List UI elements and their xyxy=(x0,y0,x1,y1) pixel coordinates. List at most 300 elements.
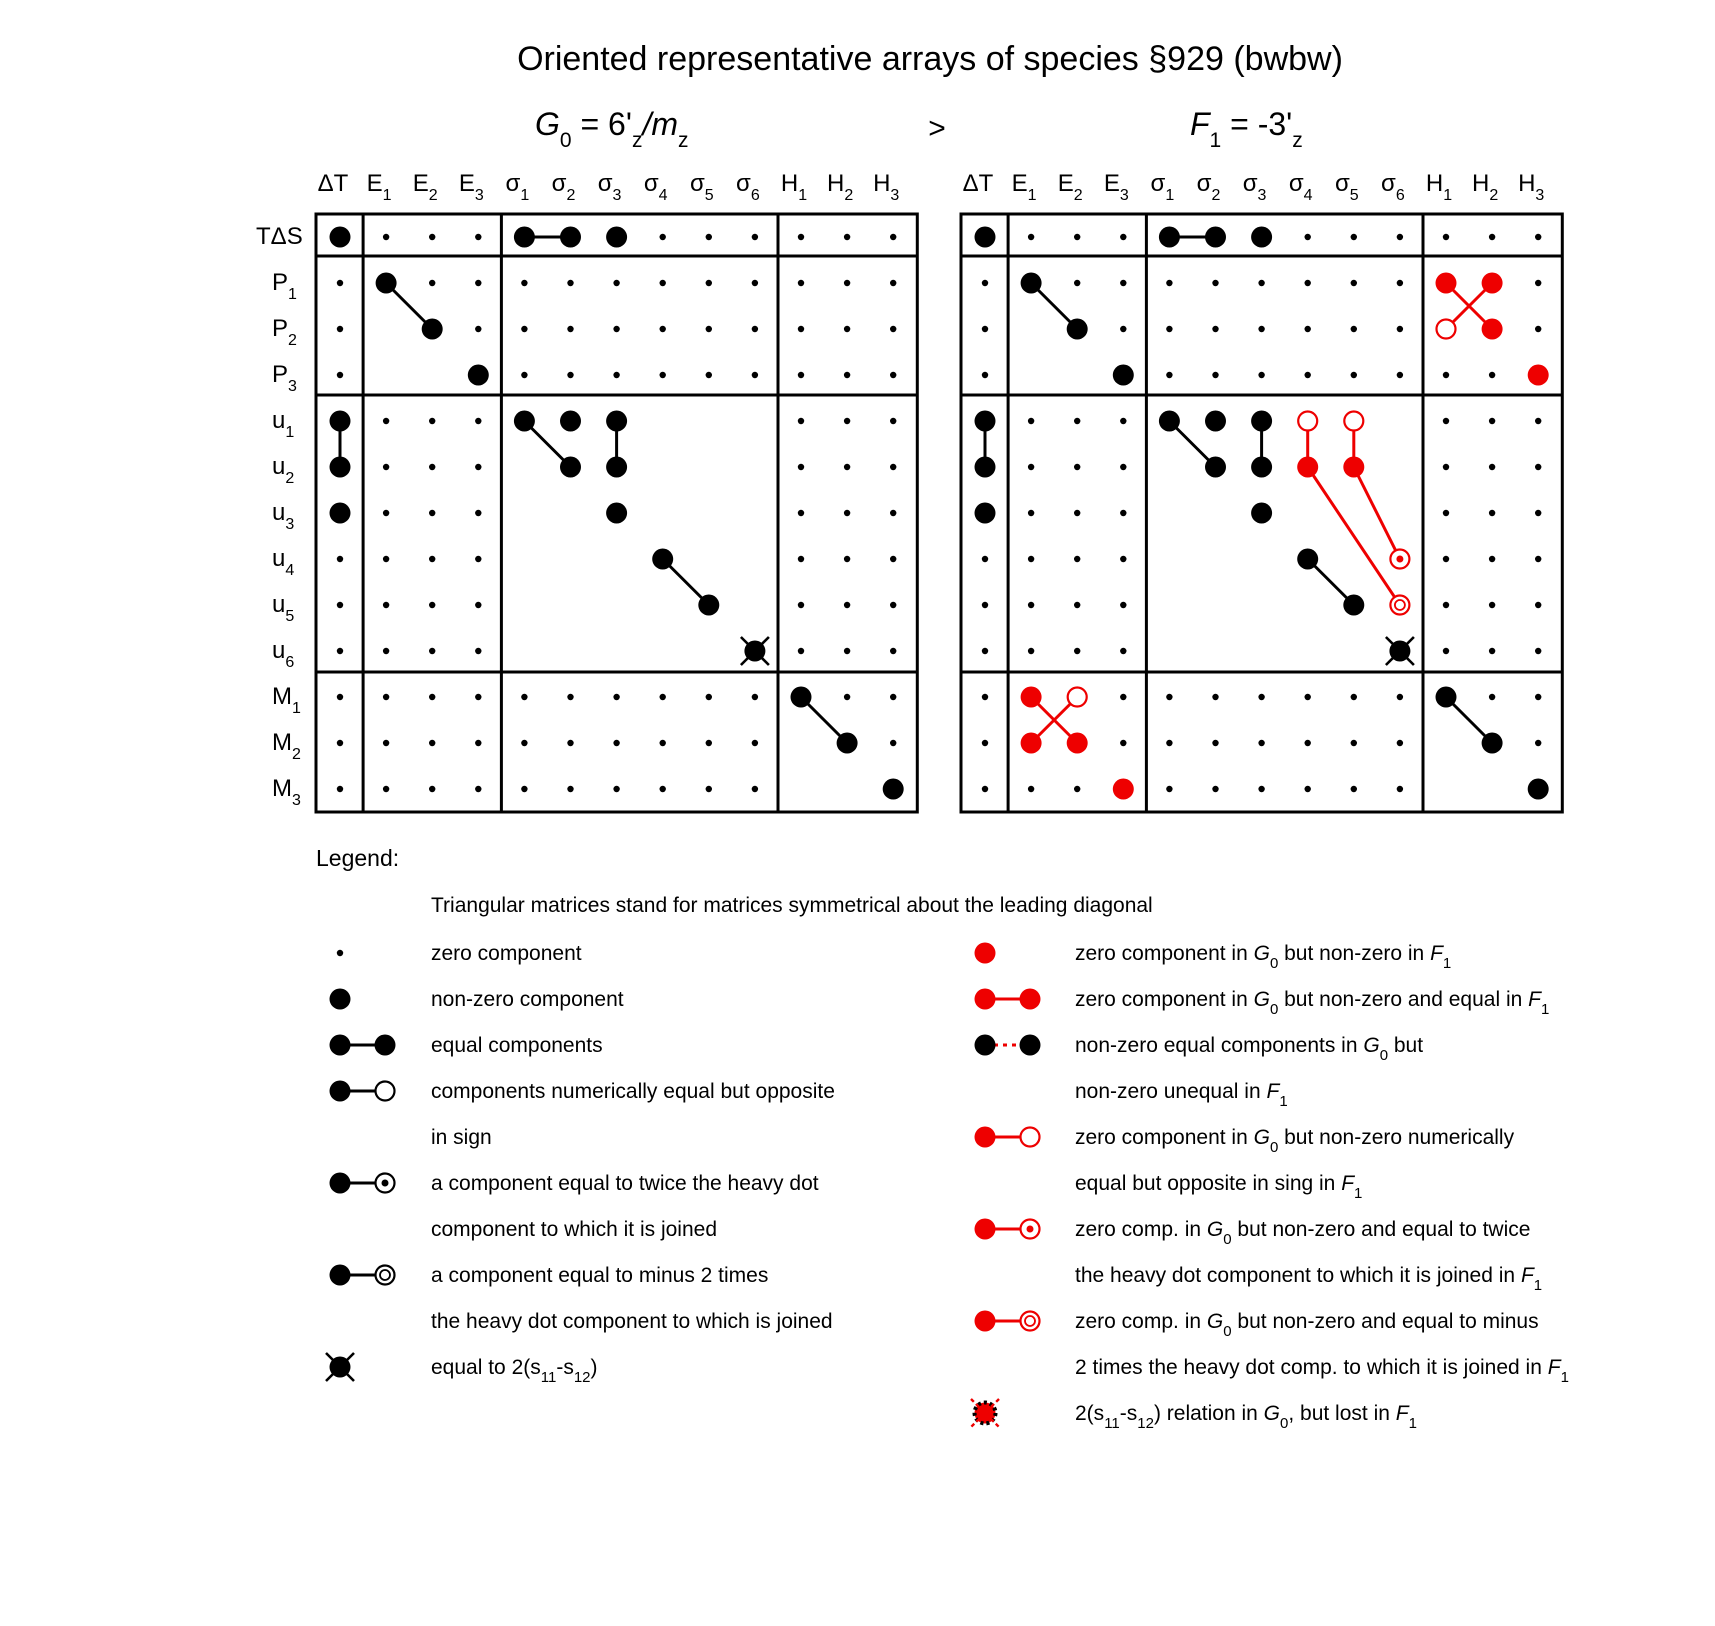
zero-dot xyxy=(1535,740,1541,746)
zero-dot xyxy=(1443,556,1449,562)
column-header: ΔT xyxy=(317,170,349,197)
zero-dot xyxy=(798,372,804,378)
column-header: $\sigma_4$ xyxy=(643,170,668,204)
zero-dot xyxy=(844,464,850,470)
zero-dot xyxy=(613,280,619,286)
zero-dot xyxy=(1535,694,1541,700)
legend-text-part: G xyxy=(1206,1218,1224,1241)
component-dot xyxy=(422,319,443,340)
comparison-symbol: > xyxy=(928,112,946,145)
legend-text-part: -s xyxy=(1119,1402,1138,1425)
zero-dot xyxy=(1028,648,1034,654)
zero-dot xyxy=(844,602,850,608)
zero-dot xyxy=(429,510,435,516)
zero-dot xyxy=(1489,602,1495,608)
component-dot xyxy=(1436,687,1457,708)
legend-text-part: 12 xyxy=(1137,1415,1154,1432)
zero-dot xyxy=(1074,648,1080,654)
red-component-dot xyxy=(975,943,996,964)
component-dot xyxy=(1205,411,1226,432)
zero-dot xyxy=(982,740,988,746)
zero-dot xyxy=(429,556,435,562)
zero-dot xyxy=(1120,740,1126,746)
zero-dot xyxy=(1120,556,1126,562)
zero-dot xyxy=(567,280,573,286)
zero-dot xyxy=(890,234,896,240)
zero-dot xyxy=(475,280,481,286)
row-header: TΔS xyxy=(256,223,303,250)
zero-dot xyxy=(660,786,666,792)
row-header: $u_1$ xyxy=(272,407,295,441)
zero-dot xyxy=(1120,326,1126,332)
column-header: $\sigma_2$ xyxy=(551,170,576,204)
legend-text-part: zero component xyxy=(431,942,582,965)
zero-dot xyxy=(982,556,988,562)
zero-dot xyxy=(383,602,389,608)
column-header: $H_1$ xyxy=(1425,170,1453,204)
red-component-dot xyxy=(1528,365,1549,386)
zero-dot xyxy=(475,234,481,240)
zero-dot xyxy=(521,740,527,746)
zero-dot xyxy=(1028,556,1034,562)
zero-dot xyxy=(798,602,804,608)
zero-dot xyxy=(1305,786,1311,792)
zero-dot xyxy=(1166,694,1172,700)
zero-dot xyxy=(982,648,988,654)
zero-dot xyxy=(1074,280,1080,286)
zero-dot xyxy=(383,556,389,562)
zero-dot xyxy=(890,556,896,562)
legend-text-part: but non-zero and equal to twice xyxy=(1231,1218,1531,1241)
legend-text-part: equal components xyxy=(431,1034,603,1057)
legend-text-part: but non-zero and equal in xyxy=(1278,988,1529,1011)
component-dot xyxy=(975,411,996,432)
component-dot xyxy=(1251,457,1272,478)
zero-dot xyxy=(1489,464,1495,470)
zero-dot xyxy=(567,786,573,792)
zero-dot xyxy=(752,280,758,286)
zero-dot xyxy=(1120,464,1126,470)
component-dot xyxy=(1159,411,1180,432)
component-dot xyxy=(330,227,351,248)
legend-text-part: but non-zero numerically xyxy=(1278,1126,1515,1149)
legend-text-part: in sign xyxy=(431,1126,492,1149)
red-component-dot xyxy=(975,1219,996,1240)
legend-text-part: 2 times the heavy dot comp. to which it is joined in xyxy=(1075,1356,1548,1379)
legend-text xyxy=(1075,1080,1288,1110)
red-component-dot xyxy=(1482,273,1503,294)
zero-dot xyxy=(798,464,804,470)
column-header: $\sigma_2$ xyxy=(1196,170,1221,204)
legend-text-part: equal but opposite in sing in xyxy=(1075,1172,1342,1195)
component-dot xyxy=(975,227,996,248)
zero-dot xyxy=(1351,372,1357,378)
legend-text-part: G xyxy=(1363,1034,1380,1057)
zero-dot xyxy=(982,372,988,378)
zero-dot xyxy=(1258,740,1264,746)
row-header: $M_2$ xyxy=(272,729,301,763)
zero-dot xyxy=(521,694,527,700)
zero-dot xyxy=(890,694,896,700)
zero-dot xyxy=(337,786,343,792)
zero-dot xyxy=(1028,786,1034,792)
legend-text xyxy=(1075,1264,1542,1294)
zero-dot xyxy=(337,648,343,654)
zero-dot xyxy=(1489,234,1495,240)
legend-text-part: but non-zero in xyxy=(1278,942,1431,965)
legend-text-part: 0 xyxy=(1223,1323,1232,1340)
zero-dot xyxy=(982,602,988,608)
zero-dot xyxy=(890,326,896,332)
legend-text-part: F xyxy=(1341,1172,1355,1195)
zero-dot xyxy=(1212,786,1218,792)
zero-dot xyxy=(844,556,850,562)
zero-dot xyxy=(752,694,758,700)
zero-dot xyxy=(1120,418,1126,424)
zero-dot xyxy=(844,648,850,654)
zero-dot xyxy=(844,694,850,700)
column-header: $\sigma_6$ xyxy=(736,170,760,204)
red-connector xyxy=(1308,467,1400,605)
legend-text-part: but non-zero and equal to minus xyxy=(1231,1310,1539,1333)
zero-dot xyxy=(1535,464,1541,470)
component-dot xyxy=(330,1173,351,1194)
zero-dot xyxy=(798,234,804,240)
column-header: $E_1$ xyxy=(1011,170,1037,204)
zero-dot xyxy=(1074,234,1080,240)
zero-dot xyxy=(337,602,343,608)
zero-dot xyxy=(890,280,896,286)
red-component-dot xyxy=(975,1311,996,1332)
legend-text-part: G xyxy=(1206,1310,1224,1333)
zero-dot xyxy=(844,510,850,516)
legend-text-part: , but lost in xyxy=(1288,1402,1396,1425)
zero-dot xyxy=(1120,602,1126,608)
row-header: $u_5$ xyxy=(272,591,295,625)
row-header: $M_3$ xyxy=(272,775,301,809)
zero-dot xyxy=(706,372,712,378)
zero-dot xyxy=(1489,556,1495,562)
zero-dot xyxy=(706,694,712,700)
zero-dot xyxy=(1166,740,1172,746)
opposite-sign-dot xyxy=(1437,320,1456,339)
component-dot xyxy=(375,1035,396,1056)
zero-dot xyxy=(1535,234,1541,240)
zero-dot xyxy=(1074,510,1080,516)
twice-component-center xyxy=(1027,1226,1034,1233)
zero-dot xyxy=(475,602,481,608)
zero-dot xyxy=(1166,372,1172,378)
zero-dot xyxy=(890,648,896,654)
legend-text xyxy=(431,1264,768,1287)
zero-dot xyxy=(1074,556,1080,562)
column-header: ΔT xyxy=(962,170,994,197)
zero-dot xyxy=(1397,372,1403,378)
component-dot xyxy=(975,503,996,524)
zero-dot xyxy=(798,418,804,424)
legend-text-part: non-zero unequal in xyxy=(1075,1080,1267,1103)
legend-text-part: a component equal to minus 2 times xyxy=(431,1264,769,1287)
component-dot xyxy=(698,595,719,616)
zero-dot xyxy=(1028,418,1034,424)
opposite-sign-dot xyxy=(376,1082,395,1101)
legend-text-part: F xyxy=(1528,988,1541,1011)
component-dot xyxy=(606,227,627,248)
component-dot xyxy=(1343,595,1364,616)
legend-text-part: 11 xyxy=(1104,1415,1120,1432)
legend-text-part: 0 xyxy=(1269,1001,1279,1018)
zero-dot xyxy=(1074,602,1080,608)
component-dot xyxy=(1113,365,1134,386)
zero-dot xyxy=(383,740,389,746)
red-component-dot xyxy=(1067,733,1088,754)
legend-text xyxy=(1075,1218,1530,1248)
zero-dot xyxy=(613,326,619,332)
red-component-dot xyxy=(975,989,996,1010)
column-header: $\sigma_5$ xyxy=(1334,170,1359,204)
column-header: $E_2$ xyxy=(412,170,438,204)
zero-dot xyxy=(1120,648,1126,654)
component-dot xyxy=(468,365,489,386)
zero-dot xyxy=(752,372,758,378)
zero-dot xyxy=(752,786,758,792)
zero-dot xyxy=(429,602,435,608)
zero-dot xyxy=(1535,648,1541,654)
legend-text xyxy=(1075,1172,1362,1202)
opposite-sign-dot xyxy=(1344,412,1363,431)
zero-dot xyxy=(890,602,896,608)
legend-text xyxy=(431,1218,717,1241)
zero-dot xyxy=(798,648,804,654)
component-dot xyxy=(330,1265,351,1286)
component-dot xyxy=(1528,779,1549,800)
zero-dot xyxy=(383,648,389,654)
legend-text-part: 2(s xyxy=(1075,1402,1105,1425)
legend-text xyxy=(431,1034,603,1057)
zero-dot xyxy=(429,694,435,700)
zero-dot xyxy=(1120,280,1126,286)
component-dot xyxy=(1251,503,1272,524)
zero-dot xyxy=(982,280,988,286)
zero-dot xyxy=(429,234,435,240)
legend-text-part: components numerically equal but opposite xyxy=(431,1080,835,1103)
zero-dot xyxy=(1535,556,1541,562)
legend-text xyxy=(431,942,582,965)
zero-dot xyxy=(1305,694,1311,700)
minus2-component-inner xyxy=(1025,1316,1035,1326)
zero-dot xyxy=(429,740,435,746)
legend-text xyxy=(1075,1402,1417,1432)
legend-text-part: the heavy dot component to which it is joined in xyxy=(1075,1264,1521,1287)
zero-dot xyxy=(383,694,389,700)
legend-text-part: 0 xyxy=(1269,1139,1279,1156)
legend-text xyxy=(431,1356,598,1386)
component-dot xyxy=(1297,549,1318,570)
zero-dot xyxy=(1351,280,1357,286)
zero-dot xyxy=(1443,464,1449,470)
legend-text-part: G xyxy=(1253,942,1270,965)
component-dot xyxy=(1021,273,1042,294)
zero-dot xyxy=(1351,694,1357,700)
zero-dot xyxy=(1351,740,1357,746)
zero-dot xyxy=(1443,510,1449,516)
legend-text-part: F xyxy=(1266,1080,1280,1103)
zero-dot xyxy=(521,280,527,286)
zero-dot xyxy=(1120,510,1126,516)
zero-dot xyxy=(1351,786,1357,792)
zero-dot xyxy=(1351,326,1357,332)
legend-text xyxy=(431,1080,835,1103)
legend-text-part: 0 xyxy=(1280,1415,1289,1432)
zero-dot xyxy=(1166,326,1172,332)
zero-dot xyxy=(383,464,389,470)
left-matrix-g0 xyxy=(256,170,917,812)
zero-dot xyxy=(1305,740,1311,746)
zero-dot xyxy=(1212,280,1218,286)
legend-text-part: 1 xyxy=(1540,1001,1550,1018)
zero-dot xyxy=(337,950,343,956)
zero-dot xyxy=(1397,326,1403,332)
zero-dot xyxy=(982,786,988,792)
column-header: $E_2$ xyxy=(1057,170,1083,204)
zero-dot xyxy=(1212,740,1218,746)
zero-dot xyxy=(1305,326,1311,332)
component-dot xyxy=(1020,1035,1041,1056)
zero-dot xyxy=(1212,372,1218,378)
zero-dot xyxy=(337,372,343,378)
column-header: $\sigma_1$ xyxy=(1150,170,1175,204)
legend-text xyxy=(1075,1356,1569,1386)
legend-text xyxy=(1075,1310,1539,1340)
zero-dot xyxy=(1305,372,1311,378)
component-dot xyxy=(1205,227,1226,248)
legend-text-part: 12 xyxy=(573,1369,591,1386)
column-header: $\sigma_3$ xyxy=(597,170,622,204)
zero-dot xyxy=(475,418,481,424)
legend-text-part: G xyxy=(1253,1126,1270,1149)
zero-dot xyxy=(337,740,343,746)
left-matrix-header: $G_0 = 6'_z/m_z$ xyxy=(535,106,689,152)
legend-text-part: 1 xyxy=(1354,1185,1363,1202)
legend-text xyxy=(431,1126,492,1149)
zero-dot xyxy=(521,326,527,332)
column-header: $H_1$ xyxy=(780,170,808,204)
component-dot xyxy=(560,227,581,248)
legend-text-part: ) relation in xyxy=(1153,1402,1264,1425)
zero-dot xyxy=(475,648,481,654)
red-component-dot xyxy=(1436,273,1457,294)
zero-dot xyxy=(890,740,896,746)
zero-dot xyxy=(660,234,666,240)
column-header: $E_3$ xyxy=(458,170,484,204)
red-component-dot xyxy=(1482,319,1503,340)
red-component-dot xyxy=(1343,457,1364,478)
zero-dot xyxy=(613,372,619,378)
legend-text-part: 11 xyxy=(540,1369,557,1386)
column-header: $H_3$ xyxy=(1518,170,1545,204)
zero-dot xyxy=(660,372,666,378)
zero-dot xyxy=(1489,372,1495,378)
component-dot xyxy=(791,687,812,708)
zero-dot xyxy=(1166,786,1172,792)
zero-dot xyxy=(752,326,758,332)
legend-text-part: equal to 2(s xyxy=(431,1356,541,1379)
zero-dot xyxy=(1489,694,1495,700)
legend-text-part: zero comp. in xyxy=(1075,1218,1207,1241)
legend-text-part: G xyxy=(1263,1402,1281,1425)
legend-text-part: 0 xyxy=(1269,955,1279,972)
zero-dot xyxy=(798,556,804,562)
zero-dot xyxy=(660,694,666,700)
zero-dot xyxy=(752,234,758,240)
legend-text xyxy=(1075,988,1549,1018)
zero-dot xyxy=(798,280,804,286)
zero-dot xyxy=(890,372,896,378)
row-header: $u_6$ xyxy=(272,637,295,671)
zero-dot xyxy=(475,786,481,792)
zero-dot xyxy=(706,280,712,286)
opposite-sign-dot xyxy=(1021,1128,1040,1147)
legend-text-part: F xyxy=(1430,942,1443,965)
component-dot xyxy=(514,411,535,432)
zero-dot xyxy=(706,326,712,332)
component-dot xyxy=(330,457,351,478)
zero-dot xyxy=(383,234,389,240)
legend-text-part: non-zero component xyxy=(431,988,624,1011)
zero-dot xyxy=(521,372,527,378)
legend-text xyxy=(431,1310,833,1333)
zero-dot xyxy=(429,280,435,286)
column-header: $E_3$ xyxy=(1103,170,1129,204)
column-header: $\sigma_1$ xyxy=(505,170,530,204)
row-header: $u_4$ xyxy=(272,545,295,579)
zero-dot xyxy=(1074,786,1080,792)
zero-dot xyxy=(660,326,666,332)
zero-dot xyxy=(844,280,850,286)
zero-dot xyxy=(890,510,896,516)
minus2-component-inner xyxy=(1395,600,1405,610)
zero-dot xyxy=(1120,694,1126,700)
legend-text-part: but xyxy=(1388,1034,1424,1057)
zero-dot xyxy=(567,372,573,378)
zero-dot xyxy=(798,326,804,332)
zero-dot xyxy=(1397,786,1403,792)
legend-text-part: 1 xyxy=(1279,1093,1288,1110)
zero-dot xyxy=(521,786,527,792)
zero-dot xyxy=(890,464,896,470)
column-header: $H_3$ xyxy=(873,170,900,204)
minus2-component-inner xyxy=(380,1270,390,1280)
zero-dot xyxy=(890,418,896,424)
zero-dot xyxy=(1397,740,1403,746)
zero-dot xyxy=(1166,280,1172,286)
zero-dot xyxy=(337,326,343,332)
component-dot xyxy=(514,227,535,248)
legend-items xyxy=(326,942,1569,1432)
legend-text-part: non-zero equal components in xyxy=(1075,1034,1364,1057)
red-component-dot xyxy=(1297,457,1318,478)
zero-dot xyxy=(1258,326,1264,332)
zero-dot xyxy=(1397,280,1403,286)
zero-dot xyxy=(1535,326,1541,332)
component-dot xyxy=(330,989,351,1010)
red-component-dot xyxy=(975,1127,996,1148)
component-dot xyxy=(883,779,904,800)
legend-text-part: 0 xyxy=(1223,1231,1232,1248)
zero-dot xyxy=(844,372,850,378)
legend-text-part: F xyxy=(1395,1402,1409,1425)
zero-dot xyxy=(982,326,988,332)
